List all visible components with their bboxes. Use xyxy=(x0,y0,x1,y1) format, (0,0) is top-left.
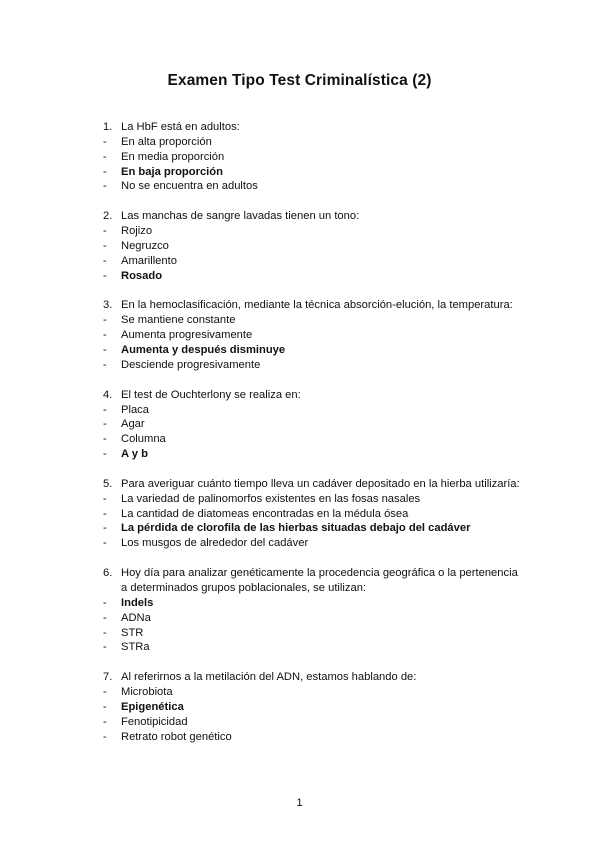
answer-option xyxy=(103,640,523,655)
bullet-dash: - xyxy=(103,715,107,728)
question-stem xyxy=(103,298,523,313)
page-title: Examen Tipo Test Criminalística (2) xyxy=(167,72,432,89)
question-text: Las manchas de sangre lavadas tienen un tono: xyxy=(121,210,360,223)
bullet-dash: - xyxy=(103,239,107,252)
answer-option-correct xyxy=(103,447,523,462)
answer-option xyxy=(103,403,523,418)
answer-option-text: Desciende progresivamente xyxy=(121,358,261,371)
question-item xyxy=(103,298,523,372)
answer-option-correct xyxy=(103,165,523,180)
bullet-dash: - xyxy=(103,507,107,520)
question-stem xyxy=(103,209,523,224)
question-text: El test de Ouchterlony se realiza en: xyxy=(121,388,301,401)
bullet-dash: - xyxy=(103,314,107,327)
answer-option xyxy=(103,611,523,626)
answer-option-text: STRa xyxy=(121,641,150,654)
answer-option-text: Columna xyxy=(121,433,166,446)
question-stem xyxy=(103,566,523,596)
question-text: Hoy día para analizar genéticamente la procedencia geográfica o la pertenencia a determinados grupos poblacionales, se utilizan: xyxy=(121,566,518,594)
bullet-dash: - xyxy=(103,165,107,178)
answer-option-correct xyxy=(103,343,523,358)
bullet-dash: - xyxy=(103,403,107,416)
bullet-dash: - xyxy=(103,254,107,267)
answer-option-text: Fenotipicidad xyxy=(121,715,188,728)
answer-option-text: Indels xyxy=(121,596,154,609)
answer-option-text: Rosado xyxy=(121,269,163,282)
bullet-dash: - xyxy=(103,641,107,654)
question-number: 1. xyxy=(103,121,113,133)
question-item xyxy=(103,477,523,551)
bullet-dash: - xyxy=(103,329,107,342)
answer-option xyxy=(103,313,523,328)
bullet-dash: - xyxy=(103,136,107,148)
answer-option xyxy=(103,179,523,194)
answer-option-text: La cantidad de diatomeas encontradas en la médula ósea xyxy=(121,507,409,520)
answer-option xyxy=(103,536,523,551)
answer-option xyxy=(103,135,523,150)
answer-option-text: Negruzco xyxy=(121,239,169,252)
answer-option xyxy=(103,730,523,745)
answer-option-correct xyxy=(103,700,523,715)
answer-option xyxy=(103,254,523,269)
question-number: 6. xyxy=(103,566,113,579)
answer-option-text: La variedad de palinomorfos existentes en las fosas nasales xyxy=(121,492,421,505)
question-item xyxy=(103,120,523,194)
question-stem xyxy=(103,388,523,403)
bullet-dash: - xyxy=(103,180,107,193)
answer-option-text: Epigenética xyxy=(121,700,184,713)
answer-option-text: Agar xyxy=(121,418,145,431)
question-item xyxy=(103,566,523,655)
question-item xyxy=(103,670,523,744)
answer-option-text: La pérdida de clorofila de las hierbas situadas debajo del cadáver xyxy=(121,522,471,535)
question-item xyxy=(103,209,523,283)
bullet-dash: - xyxy=(103,447,107,460)
bullet-dash: - xyxy=(103,626,107,639)
bullet-dash: - xyxy=(103,596,107,609)
answer-option-text: Amarillento xyxy=(121,254,177,267)
bullet-dash: - xyxy=(103,492,107,505)
question-stem xyxy=(103,477,523,492)
question-number: 2. xyxy=(103,210,113,223)
answer-option-text: A y b xyxy=(121,447,148,460)
answer-option-text: Microbiota xyxy=(121,686,173,699)
question-stem xyxy=(103,670,523,685)
answer-option-text: En baja proporción xyxy=(121,165,223,178)
question-text: En la hemoclasificación, mediante la técnica absorción-elución, la temperatura: xyxy=(121,299,513,312)
bullet-dash: - xyxy=(103,537,107,550)
bullet-dash: - xyxy=(103,358,107,371)
answer-option-correct xyxy=(103,269,523,284)
answer-option-correct xyxy=(103,596,523,611)
question-list xyxy=(103,120,523,759)
answer-option-text: Se mantiene constante xyxy=(121,314,236,327)
answer-option-text: En alta proporción xyxy=(121,136,212,148)
answer-option-text: Placa xyxy=(121,403,149,416)
answer-option-text: Aumenta y después disminuye xyxy=(121,343,286,356)
answer-option xyxy=(103,432,523,447)
answer-option-text: ADNa xyxy=(121,611,151,624)
question-text: Para averiguar cuánto tiempo lleva un cadáver depositado en la hierba utilizaría: xyxy=(121,477,520,490)
bullet-dash: - xyxy=(103,522,107,535)
answer-option xyxy=(103,239,523,254)
question-text: La HbF está en adultos: xyxy=(121,121,240,133)
question-item xyxy=(103,388,523,462)
bullet-dash: - xyxy=(103,730,107,743)
answer-option xyxy=(103,507,523,522)
bullet-dash: - xyxy=(103,700,107,713)
bullet-dash: - xyxy=(103,225,107,238)
bullet-dash: - xyxy=(103,686,107,699)
answer-option-text: Los musgos de alrededor del cadáver xyxy=(121,537,309,550)
answer-option xyxy=(103,685,523,700)
answer-option xyxy=(103,715,523,730)
answer-option-text: Retrato robot genético xyxy=(121,730,232,743)
answer-option xyxy=(103,492,523,507)
bullet-dash: - xyxy=(103,611,107,624)
question-number: 3. xyxy=(103,299,113,312)
bullet-dash: - xyxy=(103,343,107,356)
answer-option xyxy=(103,224,523,239)
question-number: 5. xyxy=(103,477,113,490)
answer-option-correct xyxy=(103,521,523,536)
question-number: 4. xyxy=(103,388,113,401)
bullet-dash: - xyxy=(103,150,107,163)
answer-option-text: En media proporción xyxy=(121,150,225,163)
answer-option-text: STR xyxy=(121,626,144,639)
question-number: 7. xyxy=(103,671,113,684)
page-number: 1 xyxy=(296,797,303,809)
answer-option-text: No se encuentra en adultos xyxy=(121,180,258,193)
answer-option xyxy=(103,626,523,641)
bullet-dash: - xyxy=(103,418,107,431)
bullet-dash: - xyxy=(103,433,107,446)
answer-option xyxy=(103,328,523,343)
answer-option xyxy=(103,150,523,165)
question-stem xyxy=(103,120,523,135)
answer-option-text: Aumenta progresivamente xyxy=(121,329,253,342)
bullet-dash: - xyxy=(103,269,107,282)
question-text: Al referirnos a la metilación del ADN, estamos hablando de: xyxy=(121,671,417,684)
answer-option xyxy=(103,358,523,373)
answer-option xyxy=(103,417,523,432)
answer-option-text: Rojizo xyxy=(121,225,153,238)
